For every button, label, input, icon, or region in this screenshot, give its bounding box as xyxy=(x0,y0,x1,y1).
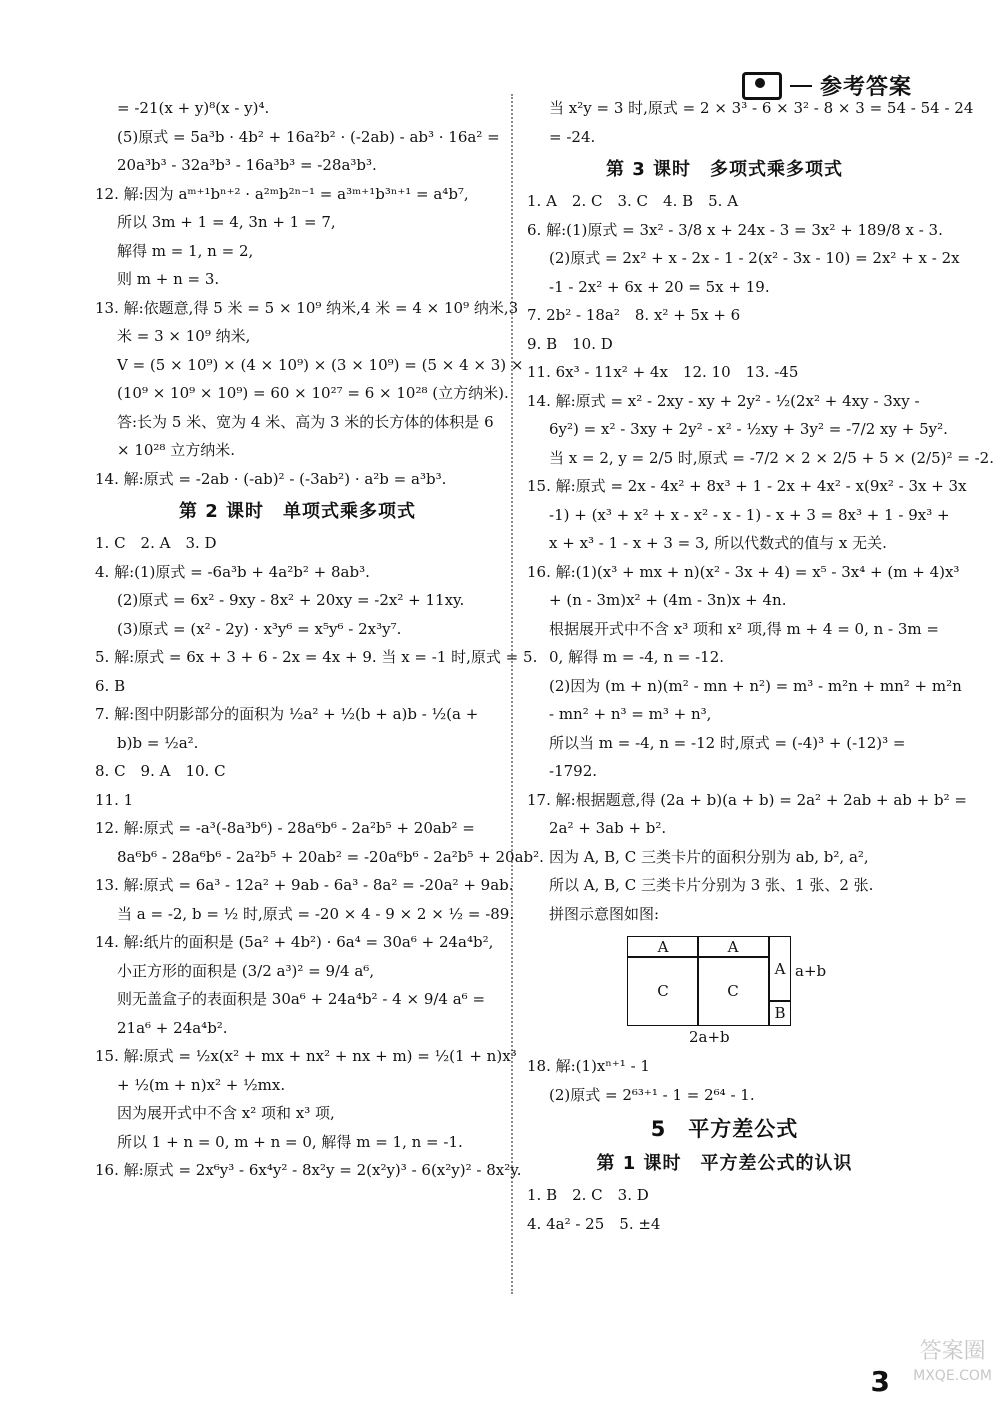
answer-line: 1. A 2. C 3. C 4. B 5. A xyxy=(527,192,739,210)
answer-line: 6y²) = x² - 3xy + 2y² - x² - ½xy + 3y² = -7/2 xy + 5y². xyxy=(549,420,948,438)
answer-line: b)b = ½a². xyxy=(117,733,199,752)
answer-line: 18. 解:(1)xⁿ⁺¹ - 1 xyxy=(527,1057,650,1075)
answer-line: 6. 解:(1)原式 = 3x² - 3/8 x + 24x - 3 = 3x² + 189/8 x - 3. xyxy=(527,220,943,239)
answer-line: 因为 A, B, C 三类卡片的面积分别为 ab, b², a², xyxy=(549,847,869,866)
answer-line: 5. 解:原式 = 6x + 3 + 6 - 2x = 4x + 9. 当 x = -1 时,原式 = 5. xyxy=(95,648,538,666)
answer-line: (10⁹ × 10⁹ × 10⁹) = 60 × 10²⁷ = 6 × 10²⁸ (立方纳米). xyxy=(117,384,509,402)
answer-line: = -21(x + y)⁸(x - y)⁴. xyxy=(117,99,270,117)
answer-line: × 10²⁸ 立方纳米. xyxy=(117,441,235,459)
answer-line: 当 x²y = 3 时,原式 = 2 × 3³ - 6 × 3² - 8 × 3 = 54 - 54 - 24 xyxy=(549,99,974,117)
answer-line: 8. C 9. A 10. C xyxy=(95,762,226,780)
left-column xyxy=(95,94,544,1185)
answer-line: 17. 解:根据题意,得 (2a + b)(a + b) = 2a² + 2ab + ab + b² = xyxy=(527,790,967,809)
answer-line: (5)原式 = 5a³b · 4b² + 16a²b² · (-2ab) - ab³ · 16a² = xyxy=(117,127,500,146)
answer-line: 15. 解:原式 = 2x - 4x² + 8x³ + 1 - 2x + 4x² - x(9x² - 3x + 3x xyxy=(527,477,967,495)
answer-line: 7. 解:图中阴影部分的面积为 ½a² + ½(b + a)b - ½(a + xyxy=(95,705,479,723)
answer-line: 当 x = 2, y = 2/5 时,原式 = -7/2 × 2 × 2/5 + 5 × (2/5)² = -2. xyxy=(549,448,994,467)
answer-line: V = (5 × 10⁹) × (4 × 10⁹) × (3 × 10⁹) = (5 × 4 × 3) × xyxy=(117,355,524,374)
answer-line: 米 = 3 × 10⁹ 纳米, xyxy=(117,327,251,345)
answer-line: (2)原式 = 2⁶³⁺¹ - 1 = 2⁶⁴ - 1. xyxy=(549,1085,755,1104)
watermark xyxy=(913,1340,992,1388)
answer-line: - mn² + n³ = m³ + n³, xyxy=(549,705,712,723)
diagram-cell-c2: C xyxy=(697,956,769,1026)
answer-line: 答:长为 5 米、宽为 4 米、高为 3 米的长方体的体积是 6 xyxy=(117,412,494,431)
answer-line: 根据展开式中不含 x³ 项和 x² 项,得 m + 4 = 0, n - 3m = xyxy=(549,619,939,638)
answer-line: (2)原式 = 6x² - 9xy - 8x² + 20xy = -2x² + 11xy. xyxy=(117,591,465,609)
answer-line: 小正方形的面积是 (3/2 a³)² = 9/4 a⁶, xyxy=(117,961,375,980)
answer-line: 1. B 2. C 3. D xyxy=(527,1186,649,1204)
answer-line: -1792. xyxy=(549,762,598,780)
answer-line: 15. 解:原式 = ½x(x² + mx + nx² + nx + m) = ½(1 + n)x³ xyxy=(95,1047,517,1065)
right-column xyxy=(527,94,994,1238)
answer-line: 2a² + 3ab + b². xyxy=(549,819,667,837)
tiling-diagram xyxy=(627,936,867,1046)
watermark-url: MXQE.COM xyxy=(913,1368,992,1384)
answer-line: 7. 2b² - 18a² 8. x² + 5x + 6 xyxy=(527,306,741,324)
answer-line: 9. B 10. D xyxy=(527,334,613,353)
answer-line: (2)因为 (m + n)(m² - mn + n²) = m³ - m²n + mn² + m²n xyxy=(549,676,962,695)
answer-line: 拼图示意图如图: xyxy=(549,904,660,923)
diagram-side-label: a+b xyxy=(795,962,827,980)
diagram-cell-a3: A xyxy=(769,936,791,1002)
answer-line: 12. 解:原式 = -a³(-8a³b⁶) - 28a⁶b⁶ - 2a²b⁵ + 20ab² = xyxy=(95,819,475,837)
page-number: 3 xyxy=(870,1365,890,1398)
column-divider xyxy=(511,94,513,1294)
answer-line: (2)原式 = 2x² + x - 2x - 1 - 2(x² - 3x - 10) = 2x² + x - 2x xyxy=(549,249,960,267)
answer-line: 6. B xyxy=(95,676,126,695)
answer-line: 1. C 2. A 3. D xyxy=(95,534,217,552)
diagram-cell-a2: A xyxy=(697,936,769,958)
answer-line: 因为展开式中不含 x² 项和 x³ 项, xyxy=(117,1104,335,1122)
answer-line: 12. 解:因为 aᵐ⁺¹bⁿ⁺² · a²ᵐb²ⁿ⁻¹ = a³ᵐ⁺¹b³ⁿ⁺¹ = a⁴b⁷, xyxy=(95,184,469,203)
section-heading: 第 2 课时 单项式乘多项式 xyxy=(178,501,417,522)
answer-line: 13. 解:原式 = 6a³ - 12a² + 9ab - 6a³ - 8a² = -20a² + 9ab. xyxy=(95,876,514,894)
answer-line: 0, 解得 m = -4, n = -12. xyxy=(549,648,725,666)
header-title: 参考答案 xyxy=(819,75,912,100)
answer-line: 则无盖盒子的表面积是 30a⁶ + 24a⁴b² - 4 × 9/4 a⁶ = xyxy=(117,990,486,1008)
diagram-bottom-label: 2a+b xyxy=(689,1028,730,1046)
diagram-cell-a1: A xyxy=(627,936,699,958)
answer-line: (3)原式 = (x² - 2y) · x³y⁶ = x⁵y⁶ - 2x³y⁷. xyxy=(117,619,402,638)
answer-line: 16. 解:原式 = 2x⁶y³ - 6x⁴y² - 8x²y = 2(x²y)³ - 6(x²y)² - 8x²y. xyxy=(95,1161,522,1179)
answer-line: 所以 1 + n = 0, m + n = 0, 解得 m = 1, n = -1. xyxy=(117,1132,463,1151)
answer-line: -1 - 2x² + 6x + 20 = 5x + 19. xyxy=(549,277,770,296)
answer-line: 21a⁶ + 24a⁴b². xyxy=(117,1018,228,1037)
answer-line: 则 m + n = 3. xyxy=(117,270,220,288)
answer-line: x + x³ - 1 - x + 3 = 3, 所以代数式的值与 x 无关. xyxy=(549,534,887,552)
answer-line: 解得 m = 1, n = 2, xyxy=(117,241,254,260)
answer-line: 11. 1 xyxy=(95,790,134,809)
answer-line: + ½(m + n)x² + ½mx. xyxy=(117,1075,286,1094)
diagram-cell-b: B xyxy=(769,1000,791,1026)
answer-line: 当 a = -2, b = ½ 时,原式 = -20 × 4 - 9 × 2 × ½ = -89. xyxy=(117,904,515,923)
answer-line: 14. 解:原式 = x² - 2xy - xy + 2y² - ½(2x² + 4xy - 3xy - xyxy=(527,391,920,410)
answer-line: 8a⁶b⁶ - 28a⁶b⁶ - 2a²b⁵ + 20ab² = -20a⁶b⁶ - 2a²b⁵ + 20ab². xyxy=(117,847,544,866)
answer-line: 所以 3m + 1 = 4, 3n + 1 = 7, xyxy=(117,213,336,231)
section-heading: 第 3 课时 多项式乘多项式 xyxy=(605,159,844,180)
watermark-title: 答案圈 xyxy=(919,1339,986,1364)
answer-line: 4. 解:(1)原式 = -6a³b + 4a²b² + 8ab³. xyxy=(95,562,370,581)
section-heading: 第 1 课时 平方差公式的认识 xyxy=(596,1153,853,1174)
header-dash xyxy=(790,85,812,87)
answer-line: 所以当 m = -4, n = -12 时,原式 = (-4)³ + (-12)³ = xyxy=(549,733,906,752)
answer-line: 4. 4a² - 25 5. ±4 xyxy=(527,1214,661,1233)
answer-line: 16. 解:(1)(x³ + mx + n)(x² - 3x + 4) = x⁵ - 3x⁴ + (m + 4)x³ xyxy=(527,562,960,581)
answer-line: + (n - 3m)x² + (4m - 3n)x + 4n. xyxy=(549,591,787,609)
answer-line: -1) + (x³ + x² + x - x² - x - 1) - x + 3 = 8x³ + 1 - 9x³ + xyxy=(549,505,950,524)
answer-line: 20a³b³ - 32a³b³ - 16a³b³ = -28a³b³. xyxy=(117,156,377,174)
answer-line: = -24. xyxy=(549,127,596,146)
answer-line: 13. 解:依题意,得 5 米 = 5 × 10⁹ 纳米,4 米 = 4 × 10⁹ 纳米,3 xyxy=(95,298,519,317)
section-heading: 5 平方差公式 xyxy=(650,1117,799,1141)
answer-line: 14. 解:原式 = -2ab · (-ab)² - (-3ab²) · a²b = a³b³. xyxy=(95,469,447,488)
answer-line: 所以 A, B, C 三类卡片分别为 3 张、1 张、2 张. xyxy=(549,876,874,894)
answer-line: 11. 6x³ - 11x² + 4x 12. 10 13. -45 xyxy=(527,363,799,381)
diagram-cell-c1: C xyxy=(627,956,699,1026)
answer-line: 14. 解:纸片的面积是 (5a² + 4b²) · 6a⁴ = 30a⁶ + 24a⁴b², xyxy=(95,933,494,951)
